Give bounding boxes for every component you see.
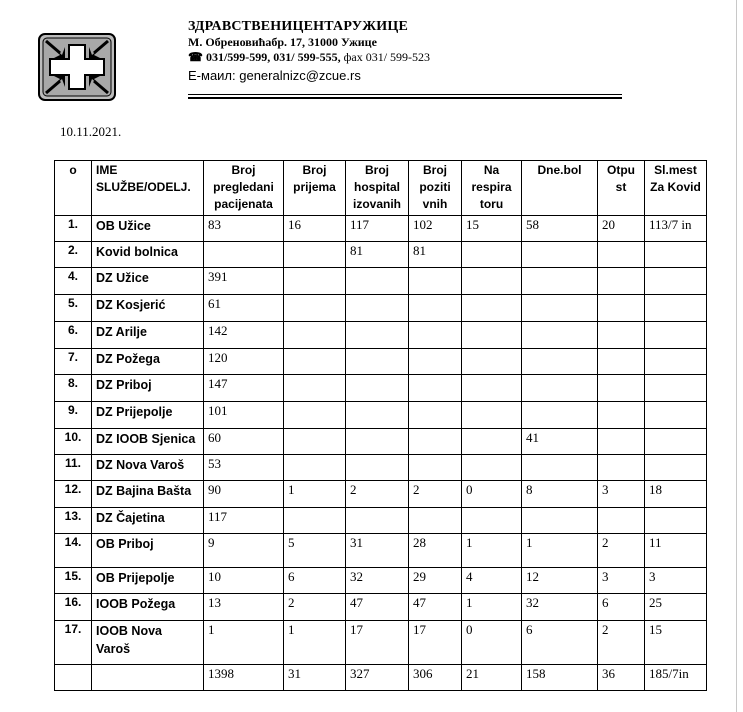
table-row [55, 665, 707, 691]
row-number: 1. [55, 216, 92, 242]
row-number: 9. [55, 402, 92, 429]
column-header: Na respira toru [462, 161, 522, 216]
cell-value [409, 402, 462, 429]
health-center-logo [38, 33, 116, 101]
cell-value [284, 295, 346, 322]
cell-value: 31 [346, 534, 409, 568]
cell-value: 36 [598, 665, 645, 691]
cell-value [645, 402, 707, 429]
column-header: Sl.mest Za Kovid [645, 161, 707, 216]
department-name: DZ Arilje [92, 322, 204, 349]
cell-value: 15 [462, 216, 522, 242]
table-row [55, 322, 707, 349]
cell-value [284, 402, 346, 429]
column-header: o [55, 161, 92, 216]
cell-value [462, 349, 522, 375]
cell-value: 47 [346, 594, 409, 621]
cell-value [346, 375, 409, 402]
cell-value [522, 402, 598, 429]
cell-value: 2 [409, 481, 462, 508]
column-header: Broj prijema [284, 161, 346, 216]
department-name: DZ Čajetina [92, 508, 204, 534]
table-header-row [55, 161, 707, 216]
cell-value: 13 [204, 594, 284, 621]
cell-value [598, 455, 645, 481]
phone-icon: ☎ [188, 50, 203, 64]
cell-value: 3 [645, 568, 707, 594]
cell-value [598, 429, 645, 455]
cell-value [645, 375, 707, 402]
cell-value [522, 349, 598, 375]
department-name: Kovid bolnica [92, 242, 204, 268]
cell-value [598, 242, 645, 268]
cell-value [284, 508, 346, 534]
cell-value: 102 [409, 216, 462, 242]
cell-value [409, 268, 462, 295]
cell-value [346, 295, 409, 322]
cell-value [598, 402, 645, 429]
column-header: Broj pregledani pacijenata [204, 161, 284, 216]
cell-value [284, 429, 346, 455]
cell-value [409, 375, 462, 402]
cell-value: 0 [462, 621, 522, 665]
cell-value [346, 349, 409, 375]
row-number: 4. [55, 268, 92, 295]
cell-value: 6 [522, 621, 598, 665]
cell-value [645, 508, 707, 534]
table-row [55, 621, 707, 665]
cell-value: 81 [409, 242, 462, 268]
cell-value: 32 [522, 594, 598, 621]
department-name: DZ Požega [92, 349, 204, 375]
department-name: DZ Prijepolje [92, 402, 204, 429]
department-name: DZ IOOB Sjenica [92, 429, 204, 455]
row-number: 13. [55, 508, 92, 534]
row-number: 5. [55, 295, 92, 322]
cell-value: 41 [522, 429, 598, 455]
cell-value: 16 [284, 216, 346, 242]
cell-value [522, 455, 598, 481]
department-name: OB Prijepolje [92, 568, 204, 594]
row-number [55, 665, 92, 691]
cell-value [522, 508, 598, 534]
institution-email: E-маил: generalnizc@zcue.rs [188, 68, 361, 83]
cell-value [522, 322, 598, 349]
row-number: 2. [55, 242, 92, 268]
cell-value [284, 455, 346, 481]
cell-value: 11 [645, 534, 707, 568]
cell-value [284, 322, 346, 349]
cell-value [645, 455, 707, 481]
department-name: DZ Kosjerić [92, 295, 204, 322]
cell-value: 1 [462, 594, 522, 621]
cell-value [204, 242, 284, 268]
cell-value: 17 [346, 621, 409, 665]
department-name [92, 665, 204, 691]
cell-value [462, 455, 522, 481]
cell-value [645, 295, 707, 322]
cell-value [598, 375, 645, 402]
column-header: Broj hospital izovanih [346, 161, 409, 216]
cell-value: 6 [284, 568, 346, 594]
row-number: 10. [55, 429, 92, 455]
cell-value [346, 402, 409, 429]
cell-value [409, 349, 462, 375]
cell-value [409, 322, 462, 349]
cell-value: 60 [204, 429, 284, 455]
cell-value: 117 [204, 508, 284, 534]
cell-value [462, 268, 522, 295]
cell-value [598, 295, 645, 322]
column-header: Broj poziti vnih [409, 161, 462, 216]
table-row [55, 429, 707, 455]
cell-value: 185/7in [645, 665, 707, 691]
table-row [55, 402, 707, 429]
cell-value [522, 242, 598, 268]
cell-value [409, 508, 462, 534]
fax-number: фах 031/ 599-523 [340, 50, 431, 64]
cell-value [284, 375, 346, 402]
department-name: DZ Priboj [92, 375, 204, 402]
table-row [55, 268, 707, 295]
header-rule-thick [188, 97, 622, 99]
cell-value: 101 [204, 402, 284, 429]
cell-value [284, 349, 346, 375]
cell-value: 1 [204, 621, 284, 665]
cell-value [462, 429, 522, 455]
cell-value: 1398 [204, 665, 284, 691]
department-name: DZ Užice [92, 268, 204, 295]
cell-value: 3 [598, 568, 645, 594]
row-number: 17. [55, 621, 92, 665]
cell-value: 17 [409, 621, 462, 665]
cell-value [462, 508, 522, 534]
cell-value: 15 [645, 621, 707, 665]
cell-value: 1 [522, 534, 598, 568]
cell-value: 83 [204, 216, 284, 242]
cell-value [598, 322, 645, 349]
cell-value: 327 [346, 665, 409, 691]
cell-value: 25 [645, 594, 707, 621]
cell-value: 81 [346, 242, 409, 268]
cell-value [645, 268, 707, 295]
row-number: 14. [55, 534, 92, 568]
cell-value: 147 [204, 375, 284, 402]
cell-value [409, 455, 462, 481]
cell-value: 391 [204, 268, 284, 295]
cell-value: 2 [284, 594, 346, 621]
department-name: OB Priboj [92, 534, 204, 568]
cell-value [645, 242, 707, 268]
cell-value: 5 [284, 534, 346, 568]
cell-value: 6 [598, 594, 645, 621]
table-row [55, 594, 707, 621]
cell-value: 2 [598, 534, 645, 568]
column-header: Otpu st [598, 161, 645, 216]
cell-value [645, 349, 707, 375]
table-row [55, 568, 707, 594]
cell-value [645, 429, 707, 455]
cell-value: 58 [522, 216, 598, 242]
cell-value: 113/7 in [645, 216, 707, 242]
cell-value: 1 [284, 481, 346, 508]
row-number: 16. [55, 594, 92, 621]
cell-value: 1 [462, 534, 522, 568]
cell-value [346, 429, 409, 455]
cell-value [284, 242, 346, 268]
cell-value [409, 429, 462, 455]
cell-value: 117 [346, 216, 409, 242]
letterhead [188, 19, 628, 85]
department-name: IOOB Požega [92, 594, 204, 621]
cell-value: 18 [645, 481, 707, 508]
cell-value: 32 [346, 568, 409, 594]
department-name: DZ Nova Varoš [92, 455, 204, 481]
cell-value: 120 [204, 349, 284, 375]
cell-value [409, 295, 462, 322]
cell-value: 31 [284, 665, 346, 691]
department-name: DZ Bajina Bašta [92, 481, 204, 508]
cell-value [346, 455, 409, 481]
row-number: 7. [55, 349, 92, 375]
row-number: 12. [55, 481, 92, 508]
cell-value: 47 [409, 594, 462, 621]
table-row [55, 455, 707, 481]
column-header: IME SLUŽBE/ODELJ. [92, 161, 204, 216]
cell-value [462, 402, 522, 429]
cell-value: 1 [284, 621, 346, 665]
table-row [55, 349, 707, 375]
cell-value [522, 268, 598, 295]
cell-value [346, 508, 409, 534]
table-row [55, 375, 707, 402]
cell-value: 306 [409, 665, 462, 691]
column-header: Dne.bol [522, 161, 598, 216]
table-row [55, 534, 707, 568]
cell-value: 8 [522, 481, 598, 508]
cell-value [522, 295, 598, 322]
report-table [54, 160, 707, 691]
cell-value [462, 295, 522, 322]
cell-value: 0 [462, 481, 522, 508]
page-edge-line [736, 0, 737, 712]
cell-value [462, 322, 522, 349]
phone-numbers: 031/599-599, 031/ 599-555, [205, 50, 341, 64]
cell-value [462, 375, 522, 402]
cell-value: 28 [409, 534, 462, 568]
cell-value [598, 508, 645, 534]
cell-value [522, 375, 598, 402]
cell-value [346, 268, 409, 295]
cell-value: 53 [204, 455, 284, 481]
row-number: 11. [55, 455, 92, 481]
row-number: 8. [55, 375, 92, 402]
report-date: 10.11.2021. [60, 124, 122, 139]
cell-value [645, 322, 707, 349]
cell-value: 61 [204, 295, 284, 322]
table-row [55, 216, 707, 242]
cell-value: 4 [462, 568, 522, 594]
cell-value: 21 [462, 665, 522, 691]
table-row [55, 481, 707, 508]
department-name: OB Užice [92, 216, 204, 242]
table-row [55, 295, 707, 322]
cell-value: 10 [204, 568, 284, 594]
cell-value [284, 268, 346, 295]
cell-value: 9 [204, 534, 284, 568]
cell-value: 29 [409, 568, 462, 594]
cell-value [598, 268, 645, 295]
table-row [55, 508, 707, 534]
cell-value [346, 322, 409, 349]
cell-value: 2 [598, 621, 645, 665]
cell-value [598, 349, 645, 375]
cell-value: 3 [598, 481, 645, 508]
cell-value [462, 242, 522, 268]
table-row [55, 242, 707, 268]
cell-value: 2 [346, 481, 409, 508]
row-number: 6. [55, 322, 92, 349]
cell-value: 90 [204, 481, 284, 508]
cell-value: 158 [522, 665, 598, 691]
header-rule-thin [188, 94, 622, 95]
cell-value: 20 [598, 216, 645, 242]
institution-address: М. Обреновићабр. 17, 31000 Ужице [188, 35, 377, 49]
cell-value: 12 [522, 568, 598, 594]
department-name: IOOB Nova Varoš [92, 621, 204, 665]
cell-value: 142 [204, 322, 284, 349]
row-number: 15. [55, 568, 92, 594]
institution-phones [188, 50, 628, 65]
institution-name: ЗДРАВСТВЕНИЦЕНТАРУЖИЦЕ [188, 19, 408, 34]
